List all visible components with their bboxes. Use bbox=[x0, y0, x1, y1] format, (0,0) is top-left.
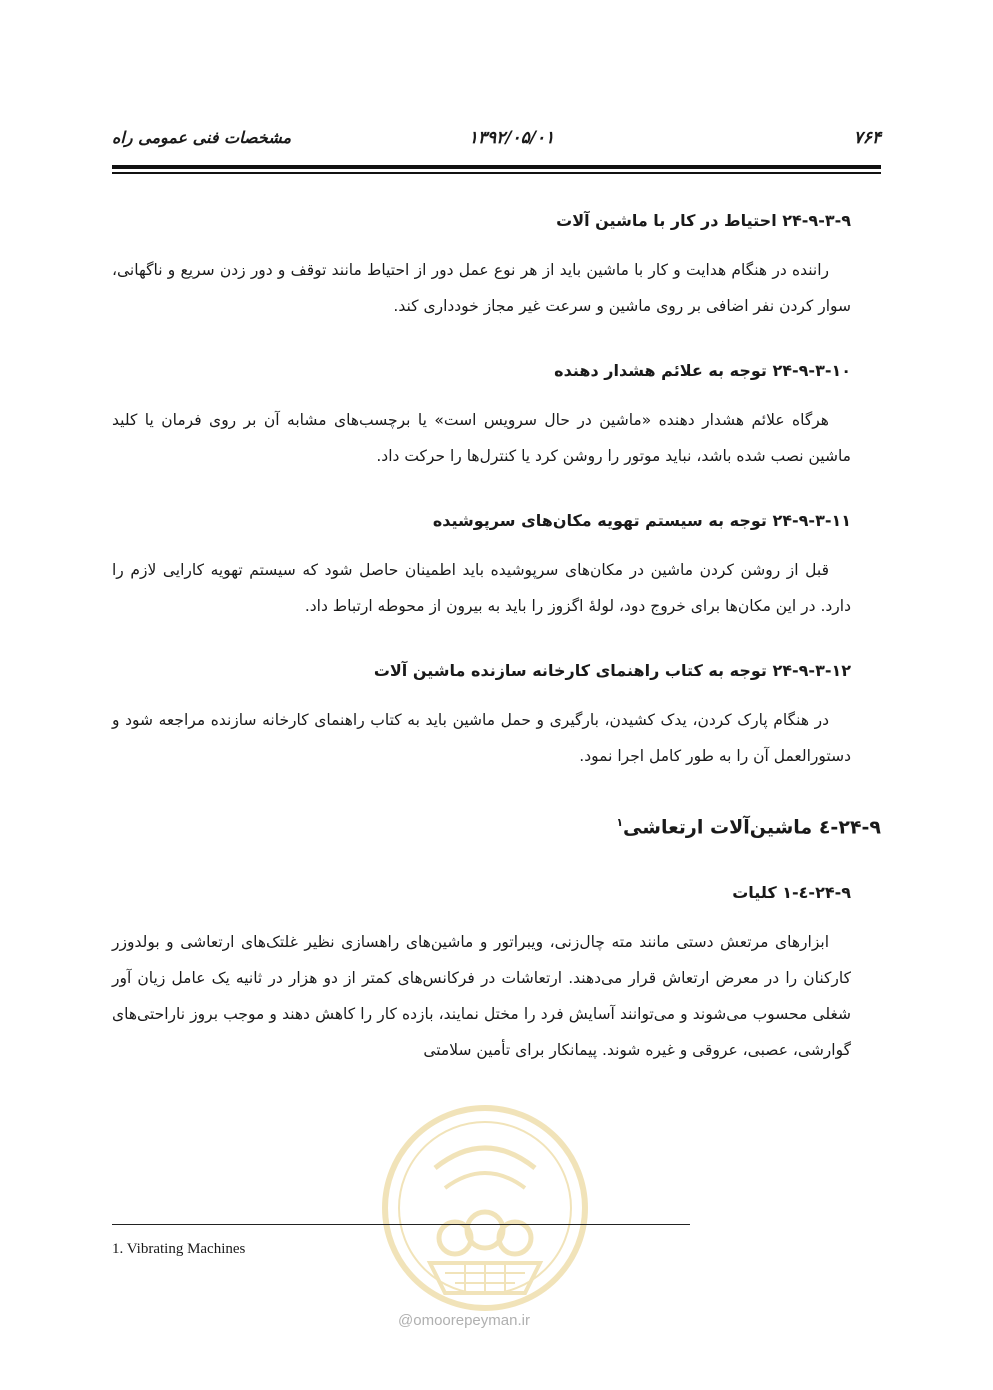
section-heading: ۲۴-۹-۳-۹ احتیاط در کار با ماشین آلات bbox=[556, 211, 851, 230]
footnote-rule bbox=[112, 1224, 690, 1225]
header-rule-thick bbox=[112, 165, 881, 169]
section-paragraph: راننده در هنگام هدایت و کار با ماشین باید از هر نوع عمل دور از احتیاط مانند توقف و دور زدن سریع و ناگهانی، سوار کردن نفر اضافی بر روی ماشین و سرعت غیر مجاز خودداری کند. bbox=[112, 261, 851, 315]
footnote-reference: ۱ bbox=[616, 816, 624, 829]
page-number: ۷۶۴ bbox=[853, 128, 881, 148]
running-header bbox=[112, 128, 881, 158]
section-heading: ۲۴-۹-۳-۱۱ توجه به سیستم تهویه مکان‌های سرپوشیده bbox=[432, 511, 851, 530]
section-heading: ۲۴-۹-۳-۱۲ توجه به کتاب راهنمای کارخانه سازنده ماشین آلات bbox=[373, 661, 851, 680]
main-section-heading-text: ۲۴-۹-٤ ماشین‌آلات ارتعاشی bbox=[623, 816, 881, 839]
body-content bbox=[112, 208, 881, 1068]
main-section-heading bbox=[112, 808, 881, 842]
header-rule-thin bbox=[112, 172, 881, 174]
section-paragraph: در هنگام پارک کردن، یدک کشیدن، بارگیری و حمل ماشین باید به کتاب راهنمای کارخانه سازنده مراجعه شود و دستورالعمل آن را به طور کامل اجرا نمود. bbox=[112, 711, 851, 765]
watermark-logo-icon bbox=[375, 1098, 595, 1338]
footnote: 1. Vibrating Machines bbox=[112, 1241, 246, 1257]
book-title: مشخصات فنی عمومی راه bbox=[112, 128, 292, 147]
section-paragraph: هرگاه علائم هشدار دهنده «ماشین در حال سرویس است» یا برچسب‌های مشابه آن بر روی فرمان یا کلید ماشین نصب شده باشد، نباید موتور را روشن کرد یا کنترل‌ها را حرکت داد. bbox=[112, 411, 851, 465]
section-paragraph: قبل از روشن کردن ماشین در مکان‌های سرپوشیده باید اطمینان حاصل شود که سیستم تهویه کارایی لازم را دارد. در این مکان‌ها برای خروج دود، لولهٔ اگزوز را باید به بیرون از محوطه ارتباط داد. bbox=[112, 561, 851, 615]
watermark-site: @omoorepeyman.ir bbox=[398, 1312, 530, 1329]
section-heading: ۲۴-۹-۳-۱۰ توجه به علائم هشدار دهنده bbox=[554, 361, 851, 380]
subsection-paragraph: ابزارهای مرتعش دستی مانند مته چال‌زنی، ویبراتور و ماشین‌های راهسازی نظیر غلتک‌های ارتعاشی و بولدوزر کارکنان را در معرض ارتعاش قرار می‌دهند. ارتعاشات در فرکانس‌های کمتر از دو هزار در ثانیه یک عامل زیان آور شغلی محسوب می‌شوند و می‌توانند آسایش فرد را مختل نمایند، بازده کار را کاهش دهند و موجب بروز ناراحتی‌های گوارشی، عصبی، عروقی و غیره شوند. پیمانکار برای تأمین سلامتی bbox=[112, 933, 851, 1060]
publication-date: ۱۳۹۲/۰۵/۰۱ bbox=[468, 128, 555, 148]
subsection-heading: ۲۴-۹-٤-۱ کلیات bbox=[732, 883, 851, 903]
